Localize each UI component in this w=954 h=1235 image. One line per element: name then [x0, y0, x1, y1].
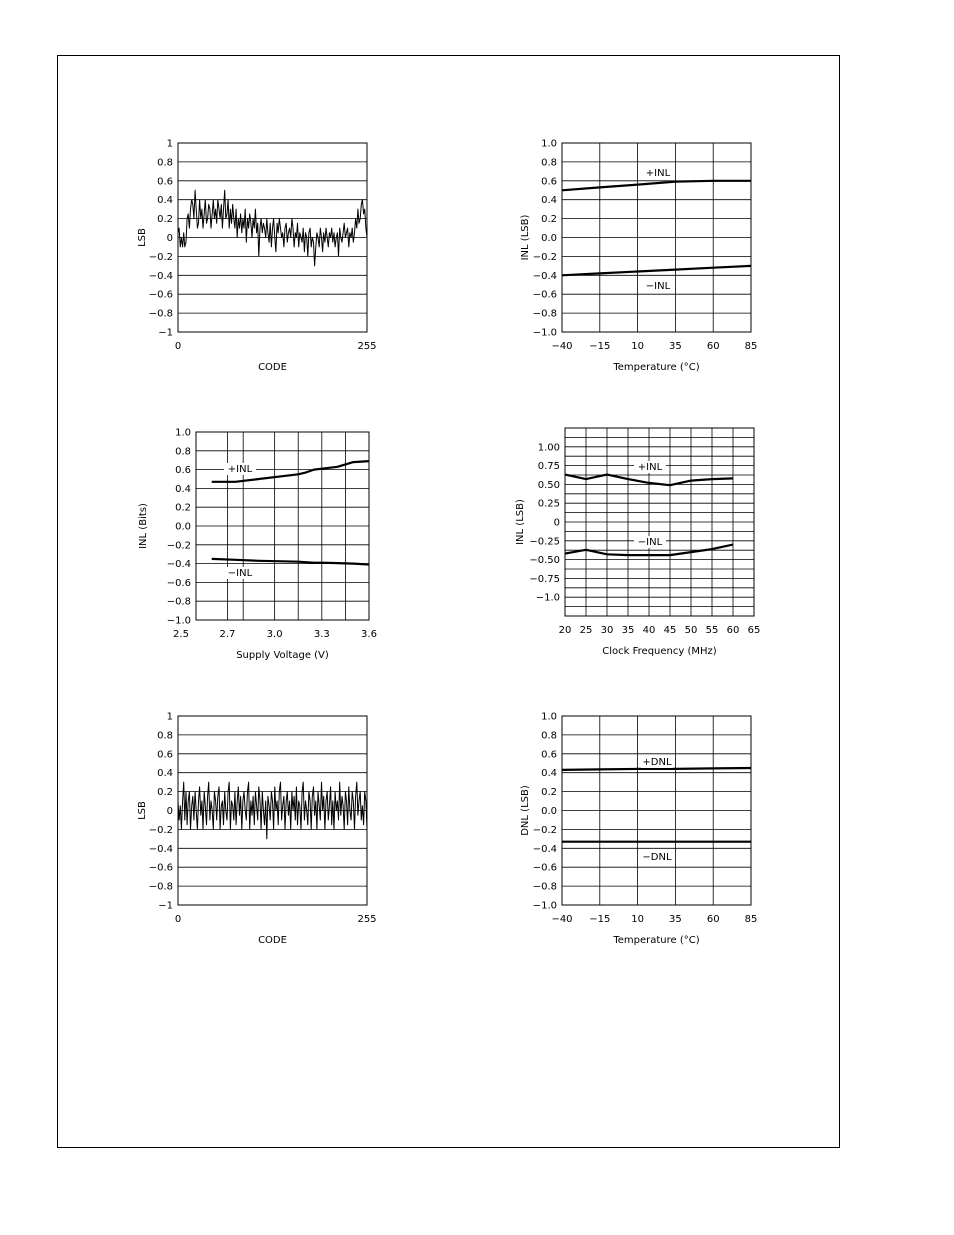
y-axis-label: INL (Bits): [138, 503, 149, 549]
y-tick-label: 0.50: [537, 479, 560, 491]
y-tick-label: 1.0: [175, 427, 191, 439]
y-tick-label: −0.8: [166, 596, 191, 608]
x-tick-label: 255: [357, 341, 377, 352]
x-axis-label: Temperature (°C): [613, 935, 700, 946]
x-tick-label: 85: [744, 341, 758, 352]
series-label: −INL: [637, 537, 663, 548]
x-tick-label: 60: [726, 625, 740, 636]
y-axis-label: INL (LSB): [515, 499, 526, 545]
y-tick-label: 1.0: [541, 138, 557, 150]
y-tick-label: 0.8: [541, 730, 557, 742]
y-tick-label: 0: [166, 233, 173, 244]
y-tick-label: −1.0: [535, 592, 560, 604]
series-label: −DNL: [642, 852, 672, 863]
y-tick-label: 0.0: [541, 233, 557, 244]
y-tick-label: 0.8: [157, 730, 173, 742]
series-line-plus: [562, 181, 751, 191]
y-tick-label: −0.4: [532, 843, 557, 855]
y-tick-label: −0.25: [529, 536, 560, 548]
y-tick-label: −0.2: [532, 824, 557, 836]
y-tick-label: 0.2: [541, 214, 557, 226]
y-tick-label: 0.2: [541, 787, 557, 799]
series-label: −INL: [227, 568, 253, 579]
x-tick-label: 45: [663, 625, 677, 636]
y-axis-label: INL (LSB): [520, 214, 531, 261]
x-tick-label: 255: [357, 914, 377, 925]
x-tick-label: 65: [747, 625, 761, 636]
x-tick-label: 35: [621, 625, 635, 636]
series-label: −INL: [645, 281, 671, 292]
x-axis-label: Temperature (°C): [613, 362, 700, 373]
y-tick-label: −0.4: [148, 843, 173, 855]
x-tick-label: 3.6: [361, 629, 377, 640]
y-tick-label: 1: [166, 711, 173, 723]
y-tick-label: 1.0: [541, 711, 557, 723]
x-tick-label: 25: [579, 625, 593, 636]
y-axis-label: LSB: [137, 801, 148, 820]
y-tick-label: −0.8: [148, 881, 173, 893]
y-tick-label: 1.00: [537, 442, 560, 454]
series-line-plus: [562, 768, 751, 770]
x-tick-label: 35: [669, 341, 682, 352]
x-tick-label: −15: [589, 914, 611, 925]
y-tick-label: 0.2: [157, 214, 173, 226]
y-tick-label: −0.50: [529, 555, 560, 567]
y-tick-label: 0.8: [541, 157, 557, 169]
x-tick-label: −15: [589, 341, 611, 352]
x-tick-label: 10: [631, 914, 644, 925]
y-axis-label: DNL (LSB): [520, 785, 531, 836]
y-tick-label: −1: [158, 327, 173, 339]
series-label: +INL: [637, 462, 663, 473]
x-tick-label: 30: [600, 625, 614, 636]
y-tick-label: −0.4: [532, 270, 557, 282]
y-tick-label: 0.8: [175, 446, 191, 458]
x-tick-label: 50: [684, 625, 698, 636]
y-tick-label: −1: [158, 900, 173, 912]
series-line-minus: [562, 266, 751, 275]
chart-2: [520, 139, 757, 374]
series-line: [178, 190, 367, 266]
y-tick-label: −1.0: [532, 327, 557, 339]
y-tick-label: 0.6: [157, 749, 173, 761]
y-tick-label: −0.6: [148, 862, 173, 874]
y-tick-label: −1.0: [166, 615, 191, 627]
y-tick-label: −1.0: [532, 900, 557, 912]
series-label: +INL: [227, 464, 253, 475]
x-tick-label: 40: [642, 625, 656, 636]
chart-3: [138, 428, 377, 662]
x-tick-label: 85: [744, 914, 758, 925]
x-axis-label: CODE: [258, 362, 287, 373]
y-tick-label: 0.6: [541, 749, 557, 761]
y-tick-label: −0.6: [532, 862, 557, 874]
y-tick-label: 0.6: [157, 176, 173, 188]
y-tick-label: 0.4: [541, 195, 557, 207]
y-tick-label: 0.8: [157, 157, 173, 169]
series-label: +DNL: [642, 757, 672, 768]
y-tick-label: −0.6: [148, 289, 173, 301]
x-tick-label: −40: [551, 914, 573, 925]
x-tick-label: 2.5: [173, 629, 189, 640]
y-tick-label: 0.0: [175, 521, 191, 533]
y-tick-label: 0.4: [541, 768, 557, 780]
chart-5: [137, 712, 377, 947]
x-tick-label: 2.7: [219, 629, 236, 640]
y-tick-label: −0.6: [166, 577, 191, 589]
x-axis-label: CODE: [258, 935, 287, 946]
y-tick-label: 0.25: [537, 498, 560, 510]
x-tick-label: 55: [705, 625, 719, 636]
y-tick-label: 1: [166, 138, 173, 150]
x-axis-label: Clock Frequency (MHz): [602, 646, 717, 657]
x-axis-label: Supply Voltage (V): [236, 650, 329, 661]
y-tick-label: −0.2: [148, 824, 173, 836]
x-tick-label: −40: [551, 341, 573, 352]
y-tick-label: 0.6: [541, 176, 557, 188]
y-tick-label: −0.2: [166, 540, 191, 552]
y-tick-label: −0.2: [532, 251, 557, 263]
x-tick-label: 60: [706, 914, 720, 925]
y-tick-label: 0.0: [541, 806, 557, 817]
x-tick-label: 60: [706, 341, 720, 352]
y-tick-label: 0.75: [537, 461, 560, 473]
y-tick-label: 0.2: [157, 787, 173, 799]
x-tick-label: 35: [669, 914, 682, 925]
x-tick-label: 0: [174, 914, 182, 925]
chart-4: [515, 428, 760, 657]
y-axis-label: LSB: [137, 228, 148, 247]
y-tick-label: −0.4: [166, 559, 191, 571]
y-tick-label: 0.4: [157, 195, 173, 207]
y-tick-label: −0.8: [148, 308, 173, 320]
x-tick-label: 10: [631, 341, 644, 352]
chart-1: [137, 139, 377, 374]
y-tick-label: 0.4: [175, 483, 191, 495]
y-tick-label: 0: [553, 517, 560, 529]
y-tick-label: −0.75: [529, 573, 560, 585]
y-tick-label: 0.6: [175, 465, 191, 477]
y-tick-label: 0: [166, 806, 173, 817]
chart-6: [520, 712, 757, 947]
y-tick-label: −0.2: [148, 251, 173, 263]
y-tick-label: 0.4: [157, 768, 173, 780]
x-tick-label: 0: [174, 341, 182, 352]
x-tick-label: 3.3: [313, 629, 330, 640]
y-tick-label: 0.2: [175, 502, 191, 514]
y-tick-label: −0.8: [532, 881, 557, 893]
x-tick-label: 20: [558, 625, 572, 636]
y-tick-label: −0.8: [532, 308, 557, 320]
y-tick-label: −0.6: [532, 289, 557, 301]
y-tick-label: −0.4: [148, 270, 173, 282]
x-tick-label: 3.0: [266, 629, 283, 640]
series-label: +INL: [645, 168, 671, 179]
